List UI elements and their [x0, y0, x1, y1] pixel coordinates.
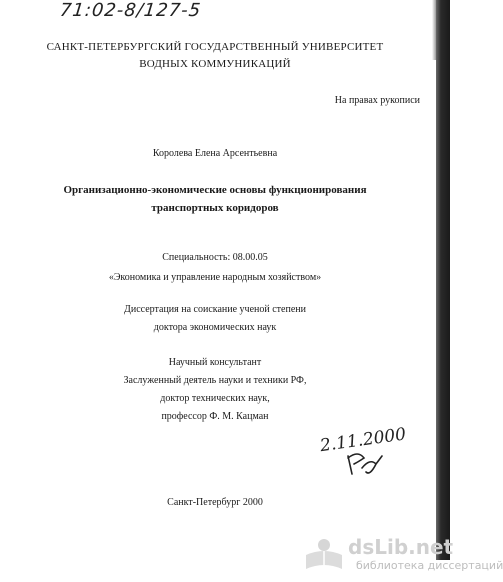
title-line-2: транспортных коридоров [151, 202, 279, 214]
university-line-1: САНКТ-ПЕТЕРБУРГСКИЙ ГОСУДАРСТВЕННЫЙ УНИВЕРСИТЕТ [46, 41, 384, 53]
signature-mark [348, 454, 382, 474]
watermark-subtitle: библиотека диссертаций [356, 559, 503, 572]
dslib-logo-icon [302, 537, 346, 571]
watermark-logo: dsLib.net [348, 535, 454, 559]
handwritten-date: 2.11.2000 [318, 424, 408, 457]
title-line-1: Организационно-экономические основы функционирования [63, 184, 367, 196]
dissertation-title [0, 181, 430, 217]
scan-edge [436, 0, 450, 560]
specialty-name: «Экономика и управление народным хозяйством» [108, 272, 322, 283]
archive-code: 71:02-8/127-5 [58, 0, 203, 21]
consultant-name: профессор Ф. М. Кацман [161, 411, 269, 422]
rights-note: На правах рукописи [334, 95, 420, 106]
author-name: Королева Елена Арсентьевна [152, 148, 278, 159]
consultant-heading: Научный консультант [168, 357, 262, 368]
city-year: Санкт-Петербург 2000 [167, 497, 263, 508]
handwritten-date-signature [318, 424, 408, 483]
scan-edge-shadow [432, 0, 436, 60]
watermark [302, 535, 503, 575]
degree-line-2: доктора экономических наук [153, 322, 277, 333]
degree-line-1: Диссертация на соискание ученой степени [124, 304, 306, 315]
consultant-title-2: доктор технических наук, [160, 393, 270, 404]
university-name [0, 39, 430, 73]
university-line-2: ВОДНЫХ КОММУНИКАЦИЙ [139, 58, 291, 70]
consultant-title-1: Заслуженный деятель науки и техники РФ, [123, 375, 307, 386]
specialty-code: Специальность: 08.00.05 [162, 252, 268, 263]
